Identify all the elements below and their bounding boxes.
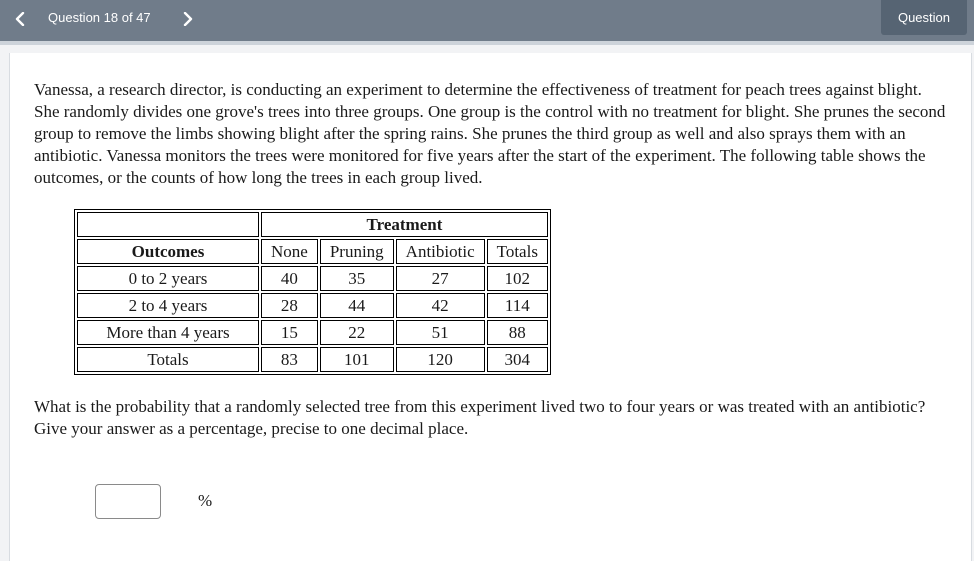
tab-question[interactable]: Question (881, 0, 967, 35)
table-cell: 42 (396, 293, 485, 318)
table-row (77, 293, 548, 318)
treatment-header: Treatment (261, 212, 548, 237)
table-cell: 35 (320, 266, 394, 291)
top-bar (0, 0, 974, 45)
table-row (77, 266, 548, 291)
table-cell: 22 (320, 320, 394, 345)
table-cell: 40 (261, 266, 318, 291)
table-cell: 114 (487, 293, 548, 318)
percent-unit-label: % (198, 491, 213, 510)
problem-text: Vanessa, a research director, is conducting an experiment to determine the effectiveness of treatment for peach trees against blight. She randomly divides one grove's trees into three groups. One group is the control with no treatment for blight. She prunes the second group to remove the limbs showing blight after the spring rains. She prunes the third group as well and also sprays them with an antibiotic. Vanessa monitors the trees were monitored for five years after the start of the experiment. The following table shows the outcomes, or the counts of how long the trees in each group lived. (34, 80, 946, 187)
row-label: 2 to 4 years (77, 293, 259, 318)
column-header: None (261, 239, 318, 264)
table-cell: 304 (487, 347, 548, 372)
previous-question-button[interactable] (9, 8, 31, 30)
answer-input[interactable] (95, 484, 161, 519)
table-corner-cell (77, 212, 259, 237)
table-cell: 51 (396, 320, 485, 345)
table-cell: 15 (261, 320, 318, 345)
table-cell: 44 (320, 293, 394, 318)
column-header: Pruning (320, 239, 394, 264)
table-cell: 27 (396, 266, 485, 291)
table-cell: 120 (396, 347, 485, 372)
table-cell: 83 (261, 347, 318, 372)
chevron-left-icon (14, 12, 26, 26)
table-group-header-row (77, 212, 548, 237)
table-cell: 101 (320, 347, 394, 372)
question-panel (9, 53, 972, 561)
column-header: Antibiotic (396, 239, 485, 264)
question-text: What is the probability that a randomly selected tree from this experiment lived two to four years or was treated with an antibiotic? Give your answer as a percentage, precise to one decimal place. (34, 397, 926, 438)
table-row (77, 320, 548, 345)
chevron-right-icon (182, 12, 194, 26)
table-column-header-row (77, 239, 548, 264)
outcomes-header: Outcomes (77, 239, 259, 264)
outcomes-table (74, 209, 551, 375)
table-cell: 88 (487, 320, 548, 345)
table-cell: 28 (261, 293, 318, 318)
next-question-button[interactable] (177, 8, 199, 30)
question-counter: Question 18 of 47 (48, 10, 151, 25)
table-row (77, 347, 548, 372)
row-label: More than 4 years (77, 320, 259, 345)
row-label: 0 to 2 years (77, 266, 259, 291)
row-label: Totals (77, 347, 259, 372)
table-cell: 102 (487, 266, 548, 291)
column-header: Totals (487, 239, 548, 264)
